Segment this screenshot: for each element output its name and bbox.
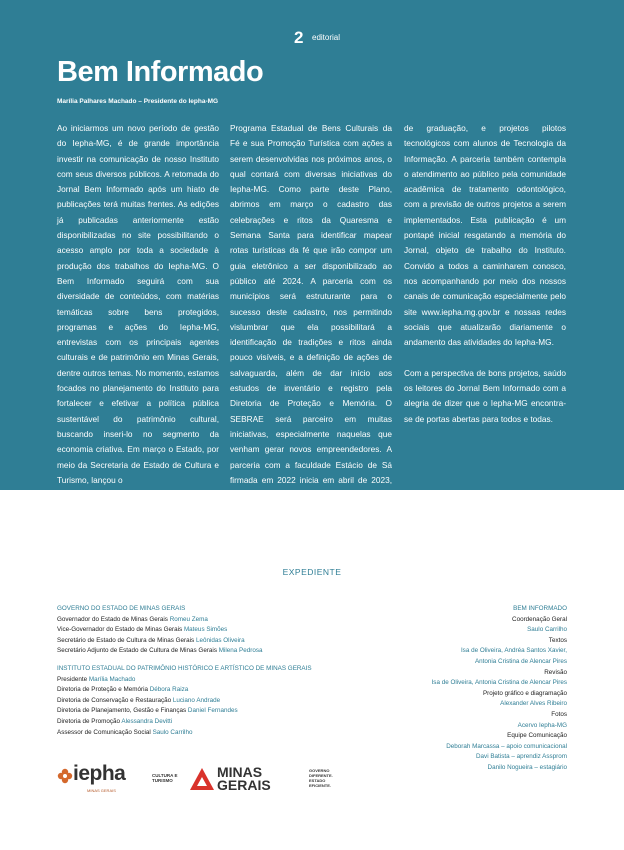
credit-name: Leônidas Oliveira <box>195 636 245 644</box>
tagline-line: EFICIENTE. <box>309 783 332 788</box>
expediente-right <box>307 604 567 774</box>
jornal-heading: BEM INFORMADO <box>513 605 567 612</box>
minas-word: MINAS <box>217 764 263 780</box>
credit-role: Vice-Governador do Estado de Minas Gerais <box>57 626 183 634</box>
iepha-logo-tag: MINAS GERAIS <box>87 788 116 793</box>
governo-heading: GOVERNO DO ESTADO DE MINAS GERAIS <box>57 605 186 612</box>
governo-tagline <box>309 768 333 788</box>
text-column-3 <box>404 121 566 442</box>
credit-line: Textos <box>548 636 567 644</box>
credit-role: Diretoria de Proteção e Memória <box>57 686 148 694</box>
page-number: 2 <box>294 28 304 47</box>
credit-name: Alessandra Devitti <box>121 717 173 725</box>
credit-line: Alexander Alves Ribeiro <box>500 700 567 708</box>
tagline-line: DIFERENTE. <box>309 773 333 778</box>
instituto-heading: INSTITUTO ESTADUAL DO PATRIMÔNIO HISTÓRICO E ARTÍSTICO DE MINAS GERAIS <box>57 664 312 672</box>
cultura-line: TURISMO <box>152 778 173 783</box>
cultura-line: CULTURA E <box>152 773 178 778</box>
credit-role: Diretoria de Planejamento, Gestão e Finanças <box>57 707 187 715</box>
credit-role: Secretário Adjunto de Estado de Cultura de Minas Gerais <box>57 647 217 655</box>
credit-role: Secretário de Estado de Cultura de Minas Gerais <box>57 636 195 644</box>
credit-line: Danilo Nogueira – estagiário <box>487 763 567 771</box>
credit-role: Diretoria de Conservação e Restauração <box>57 696 172 704</box>
credit-line: Isa de Oliveira, Antonia Cristina de Alencar Pires <box>431 679 567 687</box>
credit-name: Luciano Andrade <box>172 696 221 704</box>
credit-name: Mateus Simões <box>183 626 228 634</box>
credit-name: Daniel Fernandes <box>187 707 238 715</box>
credit-name: Romeu Zema <box>169 615 208 623</box>
cultura-logo <box>152 773 178 783</box>
credit-role: Assessor de Comunicação Social <box>57 728 151 736</box>
section-label: editorial <box>312 33 341 42</box>
credit-name: Saulo Carrilho <box>152 728 193 736</box>
minas-triangle-icon <box>190 768 214 790</box>
text-column-2 <box>230 121 392 519</box>
paragraph: Ao iniciarmos um novo período de gestão do Iepha-MG, é de grande importância investir na comunicação de nosso Instituto com seus diversos públicos. A retomada do Jornal Bem Informado após um hiato de publicações terá muitas frentes. As edições já publicadas anteriormente estão disponibilizadas no site possibilitando o acesso amplo por toda a sociedade à produção dos trabalhos do Iepha-MG. O Bem Informado seguirá com sua diversidade de conteúdos, com matérias temáticas sobre bens protegidos, programas e ações do Iepha-MG, entrevistas com os principais agentes culturais e de patrimônio em Minas Gerais, dentre outros temas. No momento, estamos focados no planejamento do Instituto para fortalecer e efetivar a política pública sustentável do patrimônio cultural, buscando inseri-lo no segmento da economia criativa. Em março o Estado, por meio da Secretaria de Estado de Cultura e Turismo, lançou o <box>57 123 219 485</box>
credit-line: Deborah Marcassa – apoio comunicacional <box>446 742 567 750</box>
credit-line: Antonia Cristina de Alencar Pires <box>474 657 567 665</box>
expediente-title: EXPEDIENTE <box>282 567 342 577</box>
tagline-line: GOVERNO <box>309 768 330 773</box>
credit-role: Diretoria de Promoção <box>57 717 120 725</box>
credit-line: Saulo Carrilho <box>527 626 567 634</box>
credit-line: Projeto gráfico e diagramação <box>482 689 567 697</box>
text-column-1 <box>57 121 219 503</box>
paragraph: de graduação, e projetos pilotos tecnológicos com alunos de Tecnologia da Informação. A parceria também contempla o atendimento ao público pela comunidade acadêmica de tratamento odontológico, com a previsão de outros projetos a serem implementados. Esta publicação é um pontapé inicial resgatando a memória do Jornal, objeto de trabalho do Instituto. Convido a todos a caminharem conosco, nos acompanhando por meio dos nossos canais de comunicação especialmente pelo site www.iepha.mg.gov.br e nossas redes sociais que atualizarão diariamente o andamento das atividades do Iepha-MG. <box>404 123 566 348</box>
credit-role: Governador do Estado de Minas Gerais <box>57 615 168 623</box>
credit-line: Davi Batista – aprendiz Assprom <box>476 753 567 761</box>
minas-gerais-logo <box>217 766 271 792</box>
iepha-flower-icon <box>57 768 73 784</box>
paragraph: Programa Estadual de Bens Culturais da Fé e sua Promoção Turística com ações a serem desenvolvidas nos próximos anos, o qual contará com diversas iniciativas do Iepha-MG. Como parte deste Plano, abrimos em março o cadastro das celebrações e ritos da Quaresma e Semana Santa para identificar mapear rotas turísticas da fé que irão compor um guia eletrônico a ser disponibilizado ao público até 2024. A parceria com os municípios será estruturante para o sucesso deste cadastro, nos permitindo vislumbrar que ela possibilitará a identificação de tradições e ritos ainda pouco visíveis, e a definição de ações de salvaguarda, além de dar início aos estudos de inventário e registro pela Diretoria de Proteção e Memória. O SEBRAE será parceiro em muitas iniciativas, especialmente naquelas que venham gerar novos empreendedores. A parceria com a faculdade Estácio de Sá firmada em 2022 inicia em abril de 2023, com a oferta de estágios em final <box>230 123 392 501</box>
credit-line: Coordenação Geral <box>512 615 567 623</box>
credit-line: Isa de Oliveira, Andréa Santos Xavier, <box>460 647 567 655</box>
credit-name: Milena Pedrosa <box>218 647 263 655</box>
credit-role: Presidente <box>57 675 88 683</box>
gerais-word: GERAIS <box>217 777 271 793</box>
tagline-line: ESTADO <box>309 778 326 783</box>
credit-name: Débora Raiza <box>149 686 189 694</box>
paragraph: Com a perspectiva de bons projetos, saúdo os leitores do Jornal Bem Informado com a alegria de dizer que o Iepha-MG encontra-se de portas abertas para todos e todas. <box>404 367 566 424</box>
credit-line: Revisão <box>544 668 567 676</box>
credit-name: Marília Machado <box>88 675 136 683</box>
iepha-logo: iepha <box>73 762 126 785</box>
page-title: Bem Informado <box>57 56 264 88</box>
credit-line: Fotos <box>551 710 567 718</box>
logo-strip <box>57 762 357 796</box>
byline: Marília Palhares Machado – Presidente do Iepha-MG <box>57 98 219 105</box>
credit-line: Acervo Iepha-MG <box>517 721 567 729</box>
credit-line: Equipe Comunicação <box>507 732 567 740</box>
